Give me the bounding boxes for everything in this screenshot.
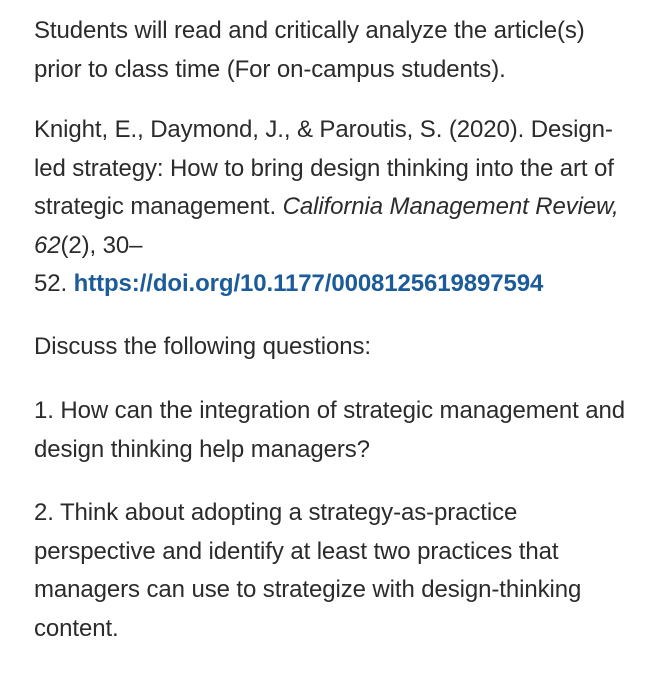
intro-paragraph: Students will read and critically analyze the article(s) prior to class time (For on-campus students).	[34, 17, 585, 83]
citation-paragraph	[34, 111, 632, 304]
question-2: 2. Think about adopting a strategy-as-practice perspective and identify at least two practices that managers can use to strategize with design-thinking content.	[34, 499, 582, 642]
question-1: 1. How can the integration of strategic management and design thinking help managers?	[34, 397, 625, 463]
citation-journal: California Management Review,	[282, 193, 619, 220]
discussion-heading: Discuss the following questions:	[34, 332, 371, 360]
citation-issue-pages: (2), 30–	[60, 231, 143, 259]
citation-title-part2: led strategy: How to bring design thinking into the art of strategic management.	[34, 154, 614, 220]
citation-pages-end: 52.	[34, 270, 68, 297]
doi-link[interactable]: https://doi.org/10.1177/0008125619897594	[73, 270, 544, 297]
citation-authors: Knight, E., Daymond, J., & Paroutis, S. (2020).	[34, 116, 525, 143]
citation-volume: 62	[34, 231, 61, 259]
citation-title-part1: Design-	[530, 116, 613, 143]
